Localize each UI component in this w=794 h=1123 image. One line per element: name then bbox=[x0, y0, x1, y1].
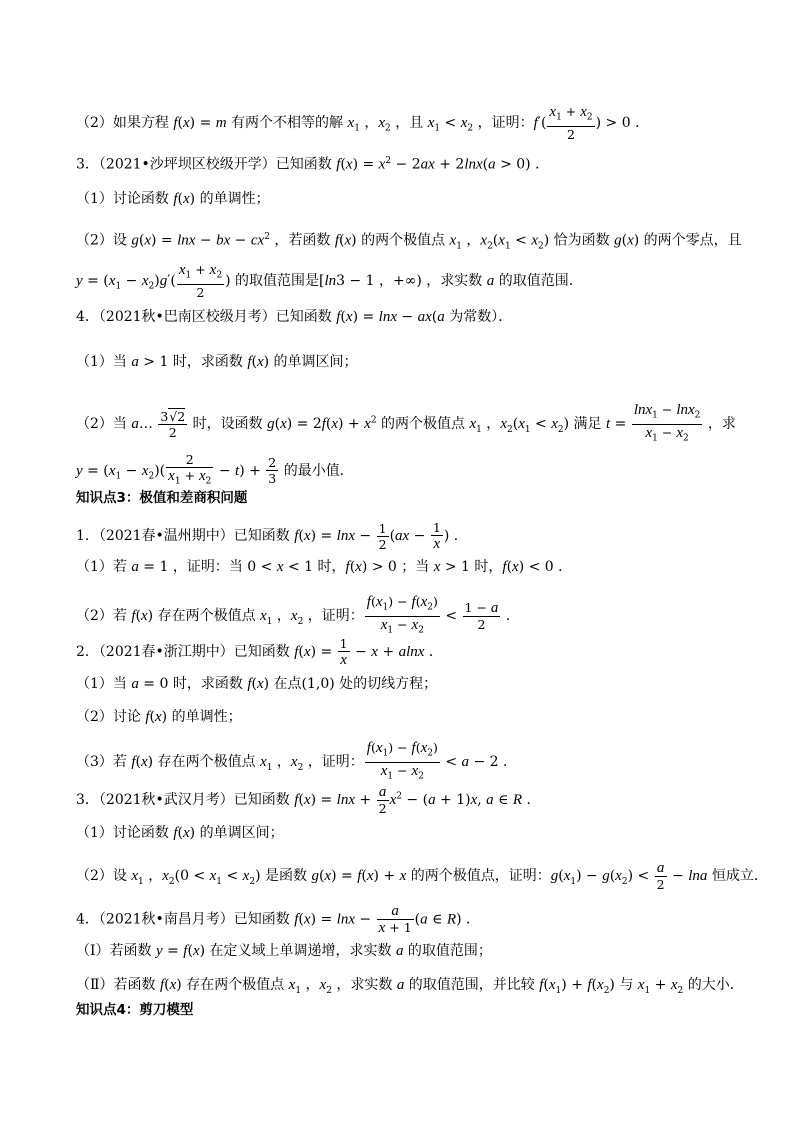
s3-problem-2-stem: 2．（2021春•浙江期中）已知函数 f(x) = $\frac{1}{x}$ − x + alnx ． bbox=[76, 636, 443, 668]
problem-4-stem: 4．（2021秋•巴南区校级月考）已知函数 f(x) = lnx − ax(a 为常数）． bbox=[76, 309, 513, 325]
s3-problem-2-part-1: （1）当 a = 0 时，求函数 f(x) 在点(1,0) 处的切线方程； bbox=[76, 676, 438, 692]
s3-problem-2-part-3: （3）若 f(x) 存在两个极值点 $x_1$ ，$x_2$ ，证明： $\frac{f(x_1) - f(x_2)}{x_1 - x_2}$ < a − 2 ． bbox=[76, 740, 518, 781]
s3-problem-3-stem: 3．（2021秋•武汉月考）已知函数 f(x) = lnx + $\frac{a}{2}$ $x^2 - (a + 1)x$, a ∈ R ． bbox=[76, 784, 541, 816]
problem-4-part-1: （1）当 a > 1 时，求函数 f(x) 的单调区间； bbox=[76, 354, 358, 370]
problem-4-part-2-line-2: $y = (x_1 - x_2)$( $\frac{2}{x_1 + x_2}$ − t) + $\frac{2}{3}$ 的最小值． bbox=[76, 452, 354, 487]
problem-3-part-2-line-2: $y = (x_1 - x_2)g'$( $\frac{x_1 + x_2}{2}$ ) 的取值范围是[ln3 − 1 ，+∞) ，求实数 a 的取值范围． bbox=[76, 262, 583, 300]
problem-4-part-2-line-1: （2）当 a… $\frac{3√2}{2}$ 时，设函数 $g(x) = 2f(x) + x^2$ 的两个极值点 $x_1$ ，$x_2(x_1 < x_2)$ 满足 t = $\frac{\ln x_1 - \ln x_2}{x_1 - x_2}$ ，求 bbox=[76, 402, 736, 443]
section-4-title: 知识点4：剪刀模型 bbox=[76, 1002, 194, 1018]
s3-problem-4-part-1: （Ⅰ）若函数 y = f(x) 在定义域上单调递增，求实数 a 的取值范围； bbox=[76, 943, 492, 959]
problem-3-part-1: （1）讨论函数 f(x) 的单调性； bbox=[76, 191, 270, 207]
s3-problem-1-part-2: （2）若 f(x) 存在两个极值点 $x_1$ ，$x_2$ ，证明： $\frac{f(x_1) - f(x_2)}{x_1 - x_2}$ < $\frac{1 - a}{2}$ ． bbox=[76, 594, 520, 635]
s3-problem-1-stem: 1．（2021春•温州期中）已知函数 f(x) = lnx − $\frac{1}{2}$ (ax − $\frac{1}{x}$ ) ． bbox=[76, 520, 468, 552]
s3-problem-4-stem: 4．（2021秋•南昌月考）已知函数 f(x) = lnx − $\frac{a}{x + 1}$ (a ∈ R) ． bbox=[76, 903, 480, 936]
s3-problem-4-part-2: （Ⅱ）若函数 f(x) 存在两个极值点 $x_1$ ，$x_2$ ，求实数 a 的取值范围，并比较 $f(x_1) + f(x_2)$ 与 $x_1 + x_2$ 的大小． bbox=[76, 977, 744, 996]
problem-2-part-2: （2）如果方程 f(x) = m 有两个不相等的解 $x_1$ ，$x_2$ ，且 $x_1 < x_2$ ，证明：f′( $\frac{x_1 + x_2}{2}$ ) > 0 ． bbox=[76, 104, 650, 142]
s3-problem-1-part-1: （1）若 a = 1 ，证明：当 0 < x < 1 时，f(x) > 0 ；当 x > 1 时，f(x) < 0 ． bbox=[76, 559, 573, 575]
section-3-title: 知识点3：极值和差商积问题 bbox=[76, 490, 248, 506]
s3-problem-3-part-2: （2）设 $x_1$ ，$x_2(0 < x_1 < x_2)$ 是函数 g(x) = f(x) + x 的两个极值点，证明：$g(x_1) - g(x_2)$ < $\frac{a}{2}$ − lna 恒成立． bbox=[76, 860, 768, 892]
problem-3-stem: 3．（2021•沙坪坝区校级开学）已知函数 $f(x) = x^2 - 2ax + 2\ln x(a > 0)$ ． bbox=[76, 156, 550, 173]
problem-3-part-2-line-1: （2）设 g(x) = lnx − bx − $cx^2$ ，若函数 f(x) 的两个极值点 $x_1$ ，$x_2(x_1 < x_2)$ 恰为函数 g(x) 的两个零点，且 bbox=[76, 232, 742, 252]
s3-problem-3-part-1: （1）讨论函数 f(x) 的单调区间； bbox=[76, 825, 284, 841]
s3-problem-2-part-2: （2）讨论 f(x) 的单调性； bbox=[76, 709, 242, 725]
